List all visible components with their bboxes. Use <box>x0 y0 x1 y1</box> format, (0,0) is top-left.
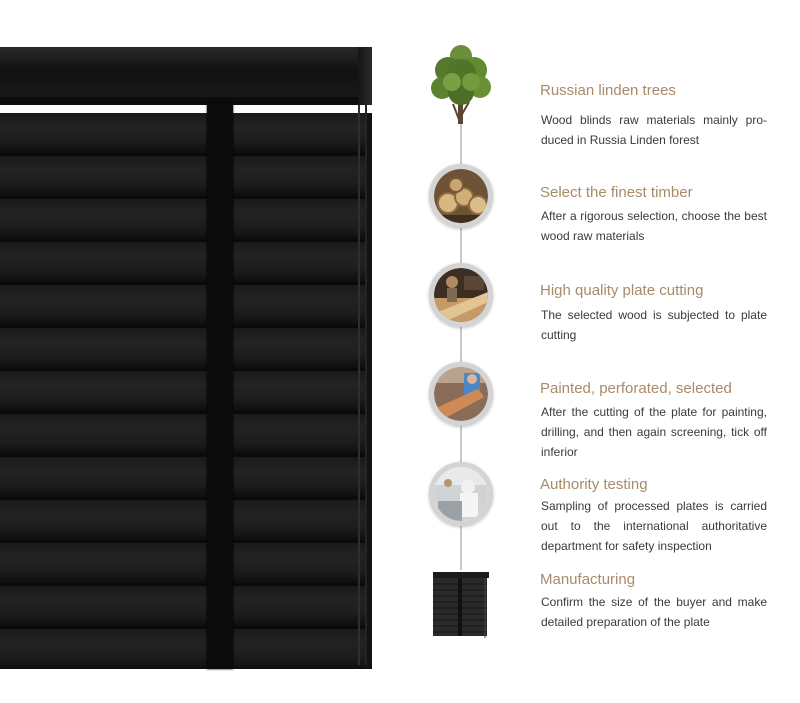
blind-slat <box>0 242 366 285</box>
step-description: The selected wood is subjected to plate cutting <box>541 308 767 342</box>
step-title: High quality plate cutting <box>540 282 704 299</box>
ladder-tape <box>207 103 233 669</box>
blind-slat <box>0 543 366 586</box>
blind-slats <box>0 113 372 669</box>
blind-slat <box>0 113 366 156</box>
step-description: After the cutting of the plate for painting, drilling, and then again screening, tick off inferior <box>541 405 767 459</box>
blind-slat <box>0 500 366 543</box>
tree-icon <box>428 42 494 126</box>
plate-cutting-icon <box>429 263 493 327</box>
blind-slat <box>0 285 366 328</box>
step-title: Manufacturing <box>540 571 636 588</box>
step-description: After a rigorous selection, choose the best wood raw materials <box>541 209 767 243</box>
timber-logs-icon <box>429 164 493 228</box>
step-description: Wood blinds raw materials mainly pro-duced in Russia Linden forest <box>541 113 767 147</box>
step-description: Confirm the size of the buyer and make detailed preparation of the plate <box>541 595 767 629</box>
blind-slat <box>0 586 366 629</box>
blind-slat <box>0 371 366 414</box>
blind-headrail <box>0 47 372 105</box>
step-title: Select the finest timber <box>540 184 693 201</box>
tilt-cord <box>365 105 367 665</box>
blind-slat <box>0 414 366 457</box>
mini-blind-icon <box>433 572 489 638</box>
step-title: Painted, perforated, selected <box>540 380 732 397</box>
blind-slat <box>0 199 366 242</box>
painting-drilling-icon <box>429 362 493 426</box>
blind-slat <box>0 328 366 371</box>
step-title: Russian linden trees <box>540 82 676 99</box>
lift-cord <box>358 105 360 665</box>
step-description: Sampling of processed plates is carried out to the international authoritative department for safety inspection <box>541 499 767 553</box>
blind-slat <box>0 457 366 500</box>
blind-slat <box>0 629 366 669</box>
lab-testing-icon <box>429 462 493 526</box>
black-wood-blind-image <box>0 47 375 667</box>
step-title: Authority testing <box>540 476 648 493</box>
blind-slat <box>0 156 366 199</box>
